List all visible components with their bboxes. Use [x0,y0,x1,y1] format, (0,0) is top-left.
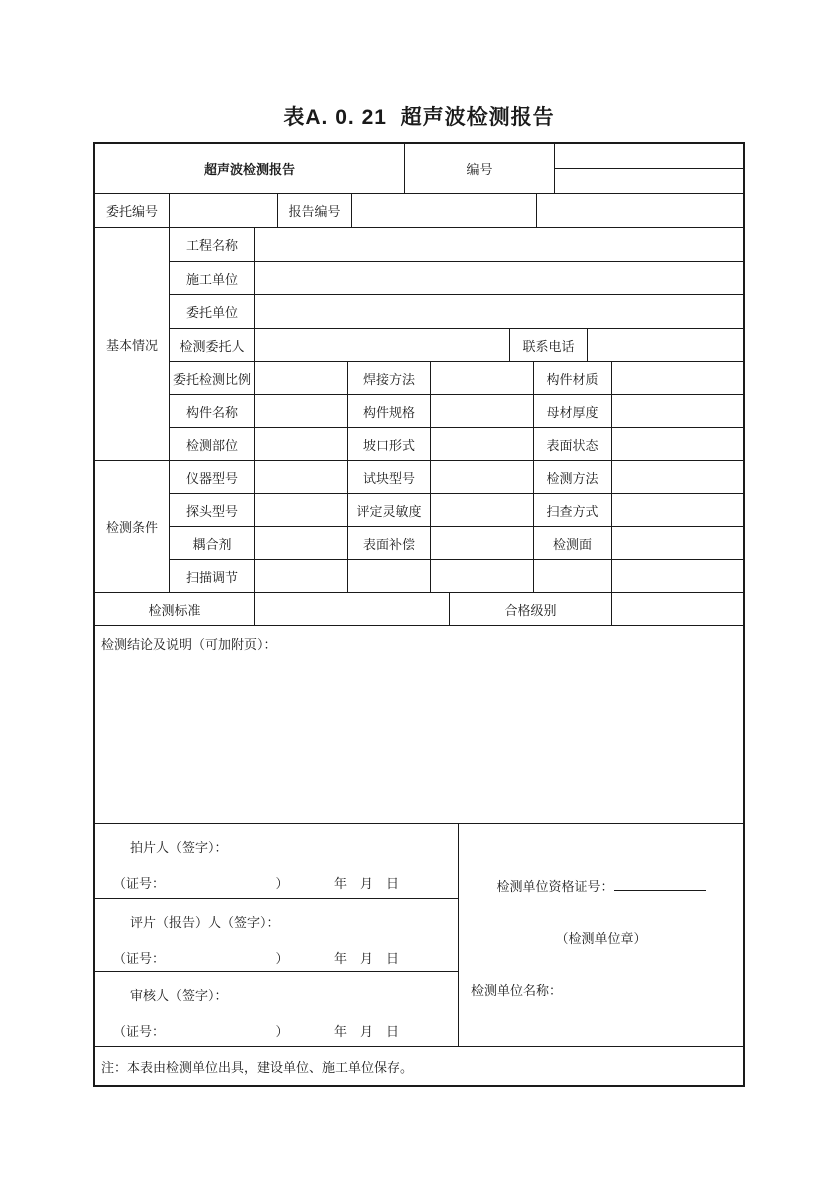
component-name-value [255,395,348,428]
base-metal-thickness-label: 母材厚度 [534,395,612,428]
signature-rows [95,824,459,1047]
probe-model-value [255,494,348,527]
welding-method-value [431,362,534,395]
inspection-method-value [612,461,743,494]
test-conditions-rows [170,461,743,593]
probe-model-row [170,494,743,527]
grade-value [612,593,743,626]
inspection-unit-cell [459,824,743,1047]
construction-unit-row [170,262,743,295]
component-spec-value [431,395,534,428]
unit-certificate-label: 检测单位资格证号： [496,879,614,894]
auditor-cert-line: （证号： ） 年 月 日 [113,1024,400,1039]
instrument-model-value [255,461,348,494]
construction-unit-value [255,262,743,295]
inspection-client-row [170,329,743,362]
conclusion-row [95,626,743,824]
basic-info-section-label: 基本情况 [95,228,170,461]
contact-phone-value [588,329,743,362]
surface-compensation-value [431,527,534,560]
surface-condition-label: 表面状态 [534,428,612,461]
instrument-model-row [170,461,743,494]
test-block-value [431,461,534,494]
inspection-standard-label: 检测标准 [95,593,255,626]
scan-adjust-label: 扫描调节 [170,560,255,593]
film-taker-signature-label: 拍片人（签字）： [130,840,228,855]
report-title-cell: 超声波检测报告 [95,144,405,194]
commission-unit-label: 委托单位 [170,295,255,329]
number-value-bottom-cell [555,169,743,194]
grade-label: 合格级别 [450,593,612,626]
scan-mode-value [612,494,743,527]
instrument-model-label: 仪器型号 [170,461,255,494]
reference-extra-cell [537,194,743,228]
scan-adjust-value1 [255,560,348,593]
welding-method-label: 焊接方法 [348,362,431,395]
surface-condition-value [612,428,743,461]
component-material-value [612,362,743,395]
scan-adjust-cell3 [534,560,612,593]
sensitivity-label: 评定灵敏度 [348,494,431,527]
probe-model-label: 探头型号 [170,494,255,527]
unit-seal-label: （检测单位章） [555,931,647,946]
scan-mode-label: 扫查方式 [534,494,612,527]
couplant-value [255,527,348,560]
scan-adjust-row [170,560,743,593]
inspection-part-value [255,428,348,461]
couplant-label: 耦合剂 [170,527,255,560]
construction-unit-label: 施工单位 [170,262,255,295]
commission-number-label: 委托编号 [95,194,170,228]
number-value-stack [555,144,743,194]
commission-ratio-row [170,362,743,395]
inspection-client-label: 检测委托人 [170,329,255,362]
number-value-top-cell [555,144,743,169]
surface-compensation-label: 表面补偿 [348,527,431,560]
basic-info-section [95,228,743,461]
inspection-face-label: 检测面 [534,527,612,560]
scan-adjust-value3 [612,560,743,593]
note-text: 注：本表由检测单位出具，建设单位、施工单位保存。 [101,1059,414,1075]
commission-unit-row [170,295,743,329]
inspection-part-label: 检测部位 [170,428,255,461]
film-taker-cert-line: （证号： ） 年 月 日 [113,876,400,891]
inspection-face-value [612,527,743,560]
component-name-label: 构件名称 [170,395,255,428]
test-block-label: 试块型号 [348,461,431,494]
commission-unit-value [255,295,743,329]
test-conditions-section-label: 检测条件 [95,461,170,593]
header-row [95,144,743,194]
commission-ratio-value [255,362,348,395]
report-number-value [352,194,537,228]
groove-type-label: 坡口形式 [348,428,431,461]
contact-phone-label: 联系电话 [510,329,588,362]
commission-number-value [170,194,278,228]
component-spec-label: 构件规格 [348,395,431,428]
reference-number-row [95,194,743,228]
conclusion-label: 检测结论及说明（可加附页）： [95,626,743,824]
unit-certificate-blank-line [614,877,706,891]
unit-name-label: 检测单位名称： [471,983,563,998]
report-number-label: 报告编号 [278,194,352,228]
groove-type-value [431,428,534,461]
page-title: 表A. 0. 21 超声波检测报告 [283,106,555,129]
signature-section [95,824,743,1047]
inspection-standard-value [255,593,450,626]
project-name-value [255,228,743,262]
component-material-label: 构件材质 [534,362,612,395]
auditor-signature-row [95,972,459,1047]
report-table [93,142,745,1087]
film-reviewer-signature-row [95,899,459,972]
inspection-part-row [170,428,743,461]
scan-adjust-value2 [431,560,534,593]
scan-adjust-cell2 [348,560,431,593]
inspection-client-value [255,329,510,362]
project-name-row [170,228,743,262]
test-conditions-section [95,461,743,593]
couplant-row [170,527,743,560]
film-reviewer-signature-label: 评片（报告）人（签字）： [130,915,280,930]
auditor-signature-label: 审核人（签字）： [130,988,228,1003]
project-name-label: 工程名称 [170,228,255,262]
commission-ratio-label: 委托检测比例 [170,362,255,395]
basic-info-rows [170,228,743,461]
film-reviewer-cert-line: （证号： ） 年 月 日 [113,951,400,966]
base-metal-thickness-value [612,395,743,428]
note-row [95,1047,743,1085]
component-name-row [170,395,743,428]
unit-certificate-line [496,876,705,895]
sensitivity-value [431,494,534,527]
inspection-method-label: 检测方法 [534,461,612,494]
standard-row [95,593,743,626]
number-label-cell: 编号 [405,144,555,194]
film-taker-signature-row [95,824,459,899]
